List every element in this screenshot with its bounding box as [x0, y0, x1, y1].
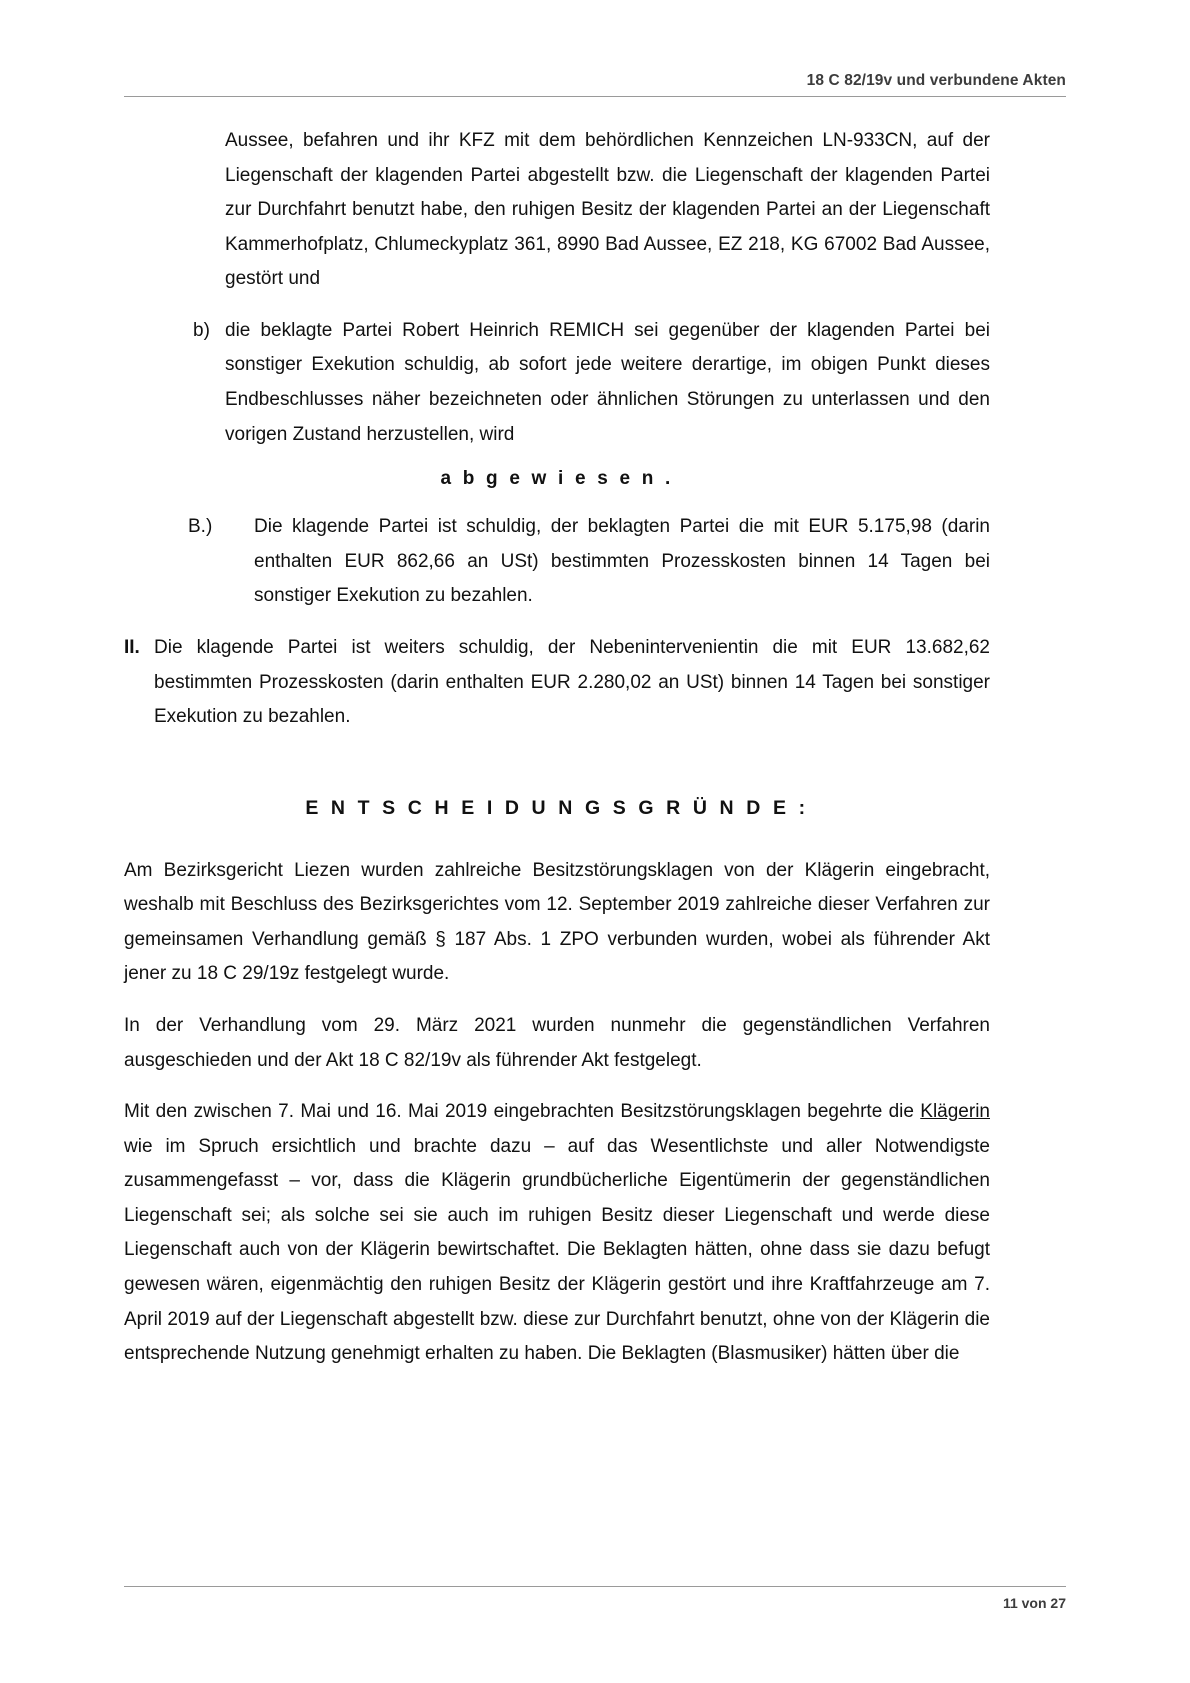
spacer: [124, 297, 990, 314]
reasons-paragraph-3-pre: Mit den zwischen 7. Mai und 16. Mai 2019 eingebrachten Besitzstörungsklagen begehrte die: [124, 1101, 921, 1123]
list-item-b-text: die beklagte Partei Robert Heinrich REMICH sei gegenüber der klagenden Partei bei sonstiger Exekution schuldig, ab sofort jede weitere derartige, im obigen Punkt dieses Endbeschlusses näher bezeichneten oder ähnlichen Störungen zu unterlassen und den vorigen Zustand herzustellen, wird: [225, 319, 990, 445]
spacer: [124, 614, 990, 631]
list-item-B: [124, 510, 990, 614]
list-item-II-text: Die klagende Partei ist weiters schuldig, der Nebenintervenientin die mit EUR 13.682,62 bestimmten Prozesskosten (darin enthalten EUR 2.280,02 an USt) binnen 14 Tagen bei sonstiger Exekution zu bezahlen.: [154, 636, 990, 728]
list-item-b-body: [225, 314, 990, 452]
section-heading-entscheidungsgruende: E N T S C H E I D U N G S G R Ü N D E :: [305, 796, 809, 819]
dismissal-statement: a b g e w i e s e n .: [440, 468, 674, 490]
list-item-B-text: Die klagende Partei ist schuldig, der beklagten Partei die mit EUR 5.175,98 (darin enthalten EUR 862,66 an USt) bestimmten Prozesskosten binnen 14 Tagen bei sonstiger Exekution zu bezahlen.: [254, 516, 990, 607]
spacer: [124, 735, 990, 797]
list-item-II-body: [154, 631, 990, 735]
case-reference: 18 C 82/19v und verbundene Akten: [806, 72, 1066, 89]
reasons-paragraph-2: In der Verhandlung vom 29. März 2021 wurden nunmehr die gegenständlichen Verfahren ausgeschieden und der Akt 18 C 82/19v als führender Akt festgelegt.: [124, 1014, 990, 1071]
klaegerin-emphasis: Klägerin: [920, 1101, 990, 1123]
list-item-b: [124, 314, 990, 452]
page-number: 11 von 27: [1002, 1595, 1066, 1611]
list-marker-b: b): [193, 319, 210, 341]
reasons-paragraph-1: Am Bezirksgericht Liezen wurden zahlreiche Besitzstörungsklagen von der Klägerin eingebracht, weshalb mit Beschluss des Bezirksgerichtes vom 12. September 2019 zahlreiche dieser Verfahren zur gemeinsamen Verhandlung gemäß § 187 Abs. 1 ZPO verbunden wurden, wobei als führender Akt jener zu 18 C 29/19z festgelegt wurde.: [124, 859, 990, 985]
page-footer: [124, 1586, 1066, 1611]
spacer: [124, 820, 990, 854]
list-marker-B: B.): [188, 516, 213, 538]
page-header: [124, 72, 1066, 106]
list-item-B-body: [254, 510, 990, 614]
header-divider: [124, 96, 1066, 97]
paragraph-a-continuation: Aussee, befahren und ihr KFZ mit dem behördlichen Kennzeichen LN-933CN, auf der Liegenschaft der klagenden Partei abgestellt bzw. die Liegenschaft der klagenden Partei zur Durchfahrt benutzt habe, den ruhigen Besitz der klagenden Partei an der Liegenschaft Kammerhofplatz, Chlumeckyplatz 361, 8990 Bad Aussee, EZ 218, KG 67002 Bad Aussee, gestört und: [225, 130, 990, 290]
list-marker-II: II.: [124, 636, 140, 658]
document-body: [124, 124, 990, 1372]
spacer: [124, 992, 990, 1009]
paragraph-a-continuation-block: [225, 124, 990, 297]
reasons-paragraph-3-post: wie im Spruch ersichtlich und brachte dazu – auf das Wesentlichste und aller Notwendigste zusammengefasst – vor, dass die Klägerin grundbücherliche Eigentümerin der gegenständlichen Liegenschaft sei; als solche sei sie auch im ruhigen Besitz dieser Liegenschaft und werde diese Liegenschaft auch von der Klägerin bewirtschaftet. Die Beklagten hätten, ohne dass sie dazu befugt gewesen wären, eigenmächtig den ruhigen Besitz der Klägerin gestört und ihre Kraftfahrzeuge am 7. April 2019 auf der Liegenschaft abgestellt bzw. diese zur Durchfahrt benutzt, ohne von der Klägerin die entsprechende Nutzung genehmigt erhalten zu haben. Die Beklagten (Blasmusiker) hätten über die: [124, 1135, 990, 1365]
spacer: [124, 1078, 990, 1095]
list-item-II: [124, 631, 990, 735]
reasons-paragraph-3: [124, 1095, 990, 1372]
